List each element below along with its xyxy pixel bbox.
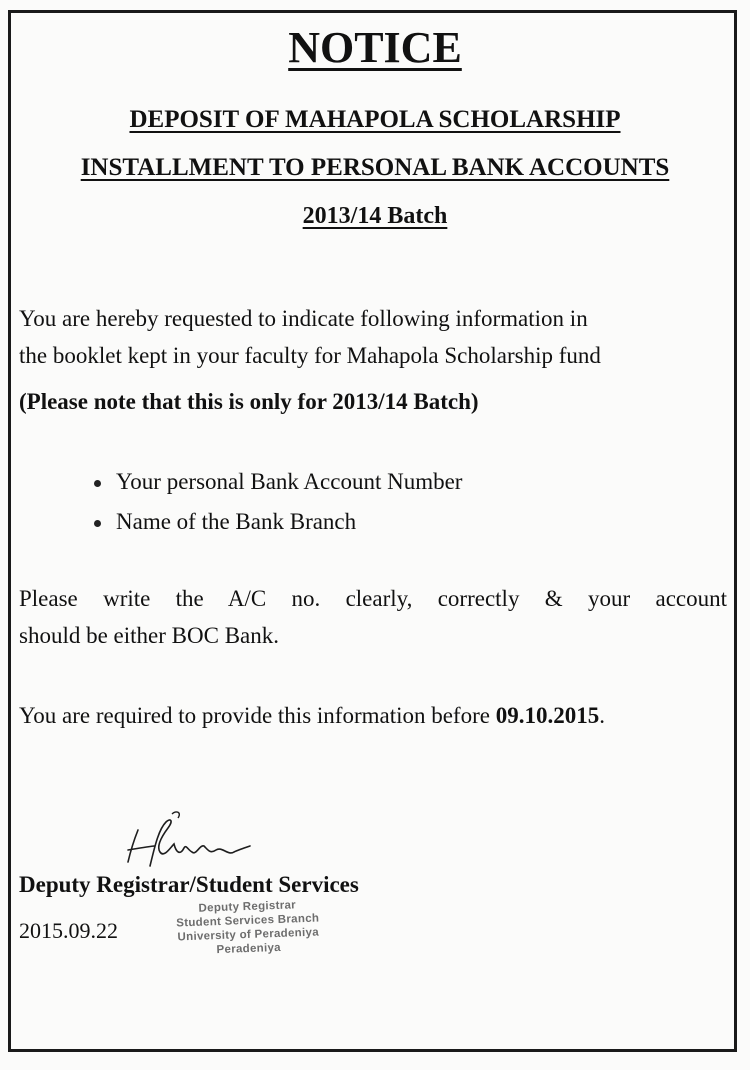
deadline-suffix: . bbox=[599, 703, 605, 728]
signature-date: 2015.09.22 bbox=[19, 918, 118, 943]
request-paragraph bbox=[19, 300, 727, 374]
handwritten-signature bbox=[110, 800, 260, 880]
stamp-line: University of Peradeniya bbox=[177, 926, 320, 944]
request-line-2: the booklet kept in your faculty for Mahapola Scholarship fund bbox=[19, 343, 601, 368]
list-item: Name of the Bank Branch bbox=[92, 502, 462, 542]
deadline-paragraph bbox=[19, 697, 727, 734]
batch-heading: 2013/14 Batch bbox=[302, 203, 448, 229]
signatory-title: Deputy Registrar/Student Services bbox=[19, 872, 359, 897]
account-line-2: should be either BOC Bank. bbox=[19, 623, 279, 648]
subtitle-line-2: INSTALLMENT TO PERSONAL BANK ACCOUNTS bbox=[80, 154, 670, 181]
account-paragraph bbox=[19, 580, 727, 654]
deadline-date: 09.10.2015 bbox=[495, 703, 600, 728]
subtitle-line-1: DEPOSIT OF MAHAPOLA SCHOLARSHIP bbox=[129, 106, 621, 133]
batch-note: (Please note that this is only for 2013/14 Batch) bbox=[19, 389, 479, 414]
required-info-list bbox=[92, 462, 462, 542]
stamp-line: Student Services Branch bbox=[176, 912, 320, 930]
stamp-line: Peradeniya bbox=[216, 941, 282, 957]
notice-title: NOTICE bbox=[288, 23, 462, 72]
list-item: Your personal Bank Account Number bbox=[92, 462, 462, 502]
request-line-1: You are hereby requested to indicate following information in bbox=[19, 306, 588, 331]
account-line-1: Please write the A/C no. clearly, correctly & your account bbox=[19, 586, 727, 611]
stamp-line: Deputy Registrar bbox=[198, 899, 297, 915]
office-stamp bbox=[147, 897, 349, 960]
deadline-prefix: You are required to provide this information before bbox=[19, 703, 496, 728]
